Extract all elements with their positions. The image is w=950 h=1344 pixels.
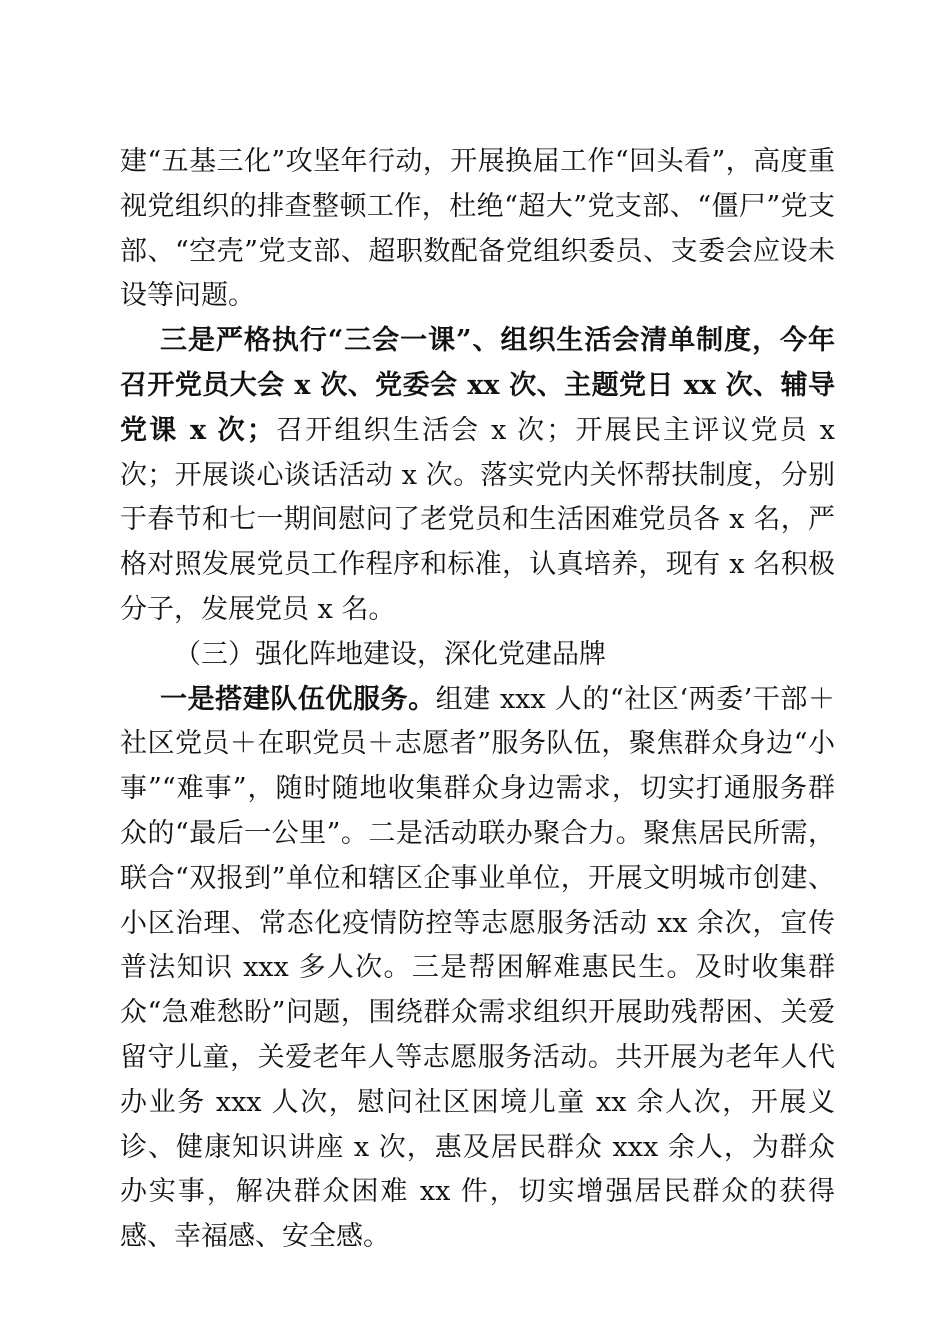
section-heading <box>120 633 835 678</box>
paragraph-text: 召开组织生活会 x 次；开展民主评议党员 x 次；开展谈心谈话活动 x 次。落实党内关怀帮扶制度，分别于春节和七一期间慰问了老党员和生活困难党员各 x 名，严格对照发展党员工作程序和标准，认真培养，现有 x 名积极分子，发展党员 x 名。 <box>120 414 835 625</box>
paragraph-text: 建“五基三化”攻坚年行动，开展换届工作“回头看”，高度重视党组织的排查整顿工作，杜绝“超大”党支部、“僵尸”党支部、“空壳”党支部、超职数配备党组织委员、支委会应设未设等问题。 <box>120 146 835 312</box>
document-body <box>120 140 835 1260</box>
paragraph-item-three <box>120 319 835 633</box>
section-heading-text: （三）强化阵地建设，深化党建品牌 <box>174 638 606 670</box>
paragraph-text: 组建 xxx 人的“社区‘两委’干部＋社区党员＋在职党员＋志愿者”服务队伍，聚焦群众身边“小事”“难事”，随时随地收集群众身边需求，切实打通服务群众的“最后一公里”。二是活动联办聚合力。聚焦居民所需，联合“双报到”单位和辖区企事业单位，开展文明城市创建、小区治理、常态化疫情防控等志愿服务活动 xx 余次，宣传普法知识 xxx 多人次。三是帮困解难惠民生。及时收集群众“急难愁盼”问题，围绕群众需求组织开展助残帮困、关爱留守儿童，关爱老年人等志愿服务活动。共开展为老年人代办业务 xxx 人次，慰问社区困境儿童 xx 余人次，开展义诊、健康知识讲座 x 次，惠及居民群众 xxx 余人，为群众办实事，解决群众困难 xx 件，切实增强居民群众的获得感、幸福感、安全感。 <box>120 683 835 1253</box>
paragraph-lead: 三是严格执行“三会一课”、组织生活会清单制度，今年召开党员大会 x 次、党委会 xx 次、主题党日 xx 次、辅导党课 x 次； <box>120 325 835 446</box>
paragraph-lead: 一是搭建队伍优服务。 <box>160 683 436 715</box>
paragraph-continuation <box>120 140 835 319</box>
paragraph-team-service <box>120 678 835 1260</box>
